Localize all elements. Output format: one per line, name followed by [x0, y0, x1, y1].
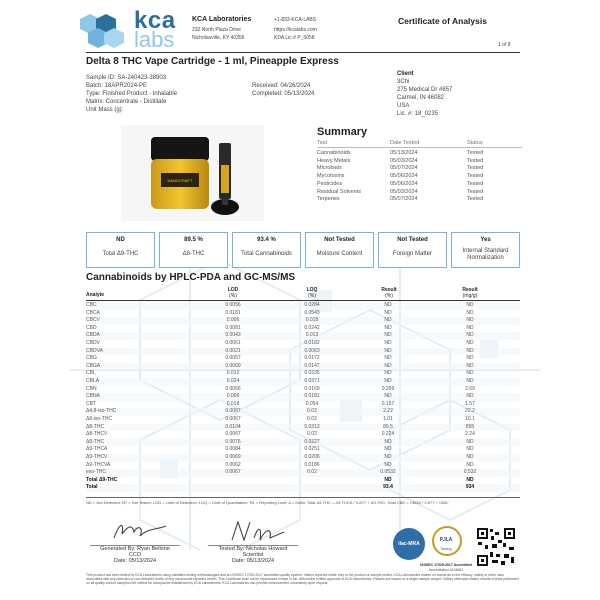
table-row — [86, 378, 520, 386]
col-loq-unit: (%) — [308, 293, 316, 299]
analyte-result-mg: ND — [466, 362, 474, 369]
summary-status: Tested — [467, 180, 484, 187]
summary-test: Pesticides — [317, 180, 343, 187]
sample-id: Sample ID: SA-240423-38903 — [86, 75, 167, 81]
analyte-name: CBNA — [86, 393, 100, 400]
table-row — [86, 332, 520, 340]
summary-header-test: Test — [317, 140, 328, 146]
table-row — [86, 317, 520, 325]
analyte-lod: 0.0043 — [225, 332, 241, 339]
analyte-name: Δ9-THCA — [86, 446, 108, 453]
analyte-lod: 0.0057 — [225, 355, 241, 362]
analyte-name: CBDV — [86, 340, 100, 346]
result-box-label: Foreign Matter — [392, 251, 432, 257]
summary-title: Summary — [317, 126, 368, 138]
analyte-lod: 0.0104 — [225, 423, 241, 430]
analyte-result-pct: ND — [384, 332, 392, 339]
result-box-label: Δ8-THC — [182, 251, 205, 257]
product-title: Delta 8 THC Vape Cartridge - 1 ml, Pineapple Express — [86, 56, 339, 67]
analyte-result-mg: ND — [466, 355, 474, 362]
client-heading: Client — [397, 71, 414, 77]
analyte-result-mg: ND — [466, 347, 474, 354]
signature-ryan-bellone — [110, 518, 170, 546]
summary-date: 05/03/2024 — [390, 188, 418, 195]
analyte-lod: 0.024 — [226, 378, 240, 384]
analyte-name: CBGA — [86, 362, 101, 369]
summary-date: 05/06/2024 — [390, 173, 418, 180]
analyte-lod: 0.0056 — [225, 385, 241, 392]
analyte-result-pct: ND — [384, 309, 392, 316]
result-box — [159, 232, 228, 268]
analyte-result-pct: ND — [384, 347, 392, 354]
ilac-mra-logo: ilac-MRA — [393, 528, 425, 560]
analyte-result-pct: ND — [384, 393, 392, 400]
analyte-lod: 0.0081 — [225, 324, 241, 331]
cannabinoids-title: Cannabinoids by HPLC-PDA and GC-MS/MS — [86, 272, 296, 283]
analyte-result-mg: ND — [466, 309, 474, 316]
client-name: 3Chi — [397, 79, 410, 85]
analyte-loq: 0.054 — [305, 400, 319, 407]
analyte-result-pct: 0.269 — [381, 385, 395, 392]
table-row — [86, 484, 520, 492]
summary-row — [317, 196, 522, 204]
analyte-lod: 0.0067 — [225, 408, 241, 415]
sample-type: Type: Finished Product - Inhalable — [86, 91, 178, 97]
analyte-loq: 0.013 — [305, 332, 319, 339]
col-loq — [297, 287, 327, 299]
generated-by: Generated By: Ryan Bellone — [100, 546, 170, 552]
analyte-result-mg: ND — [466, 454, 474, 460]
analyte-loq: 0.0206 — [304, 454, 320, 460]
analyte-lod: 0.0076 — [225, 438, 241, 445]
table-row — [86, 408, 520, 416]
analyte-result-pct: ND — [384, 340, 392, 346]
analyte-result-mg: 10.1 — [465, 416, 475, 422]
analyte-loq: 0.0251 — [304, 446, 320, 453]
product-photo — [121, 125, 264, 221]
table-row — [86, 363, 520, 371]
analyte-result-pct: ND — [384, 454, 392, 460]
received-date: Received: 04/26/2024 — [252, 83, 311, 89]
result-box-value: Not Tested — [324, 237, 355, 243]
table-row — [86, 310, 520, 318]
analyte-lod: 0.0069 — [225, 454, 241, 460]
analyte-result-mg: 2.69 — [465, 385, 475, 392]
lab-license: KDA Lic.# P_0058 — [274, 35, 315, 41]
analyte-result-mg: ND — [466, 332, 474, 339]
result-box-value: 93.4 % — [257, 237, 276, 243]
table-row — [86, 446, 520, 454]
analyte-name: CBD — [86, 324, 97, 331]
document-title: Certificate of Analysis — [398, 16, 487, 26]
analyte-name: CBL — [86, 370, 96, 377]
analyte-result-mg: ND — [466, 302, 474, 308]
generated-title: CCO — [128, 552, 142, 558]
analyte-lod: 0.0181 — [225, 309, 241, 316]
generated-by-block — [75, 546, 195, 564]
tested-by-block — [193, 546, 313, 564]
analyte-lod: 0.006 — [226, 317, 240, 324]
footnote: ND = Not Detected; NT = Not Tested; LOD = Limit of Detection; LOQ = Limit of Quantitation; RL = Reporting Limit; Δ = Delta; Total Δ9-THC = Δ9-THCA * 0.877 + Δ9-THC; Total CBD = CBDA * 0.877 + CBD; — [86, 500, 449, 505]
analyte-loq: 0.0543 — [304, 309, 320, 316]
kca-logo-cubes — [80, 12, 128, 50]
result-box-value: Yes — [480, 237, 491, 243]
analyte-result-pct: ND — [384, 461, 392, 468]
client-license: Lic. #: 18_0235 — [397, 111, 439, 117]
col-loq-label: LOQ — [306, 287, 318, 293]
analyte-loq: 0.0186 — [304, 461, 320, 468]
analyte-result-mg: 2.24 — [465, 431, 475, 438]
analyte-result-pct: 1.01 — [383, 416, 393, 422]
analyte-result-mg: 934 — [465, 484, 475, 491]
summary-status: Tested — [467, 150, 484, 156]
analyte-lod: 0.012 — [226, 370, 240, 377]
analyte-result-pct: ND — [384, 476, 392, 483]
analyte-name: CBN — [86, 385, 97, 392]
analyte-name: Δ8-THC — [86, 423, 105, 430]
pjla-logo: PJLA — [439, 537, 453, 543]
analyte-loq: 0.0242 — [304, 324, 320, 331]
generated-date: Date: 05/13/2024 — [113, 558, 157, 564]
result-box — [378, 232, 447, 268]
analyte-name: CBLA — [86, 378, 100, 384]
analyte-result-pct: 93.4 — [383, 484, 393, 491]
result-box-value: Not Tested — [397, 237, 428, 243]
analyte-lod: 0.0062 — [225, 461, 241, 468]
summary-date: 05/13/2024 — [390, 150, 418, 156]
analyte-result-pct: 89.5 — [383, 423, 393, 430]
table-row — [86, 393, 520, 401]
analyte-result-mg: ND — [466, 393, 474, 400]
analyte-lod: 0.0061 — [225, 340, 241, 346]
analyte-name: Δ9-THCV — [86, 454, 108, 460]
table-row — [86, 454, 520, 462]
analyte-loq: 0.0147 — [304, 362, 320, 369]
analyte-loq: 0.02 — [307, 408, 317, 415]
analyte-loq: 0.02 — [307, 416, 317, 422]
summary-status: Tested — [467, 173, 484, 180]
summary-test: Residual Solvents — [317, 188, 362, 195]
analyte-loq: 0.0182 — [304, 340, 320, 346]
summary-divider — [317, 147, 522, 148]
analyte-loq: 0.0312 — [304, 423, 320, 430]
col-result-pct — [374, 287, 404, 299]
matrix: Matrix: Concentrate - Distillate — [86, 99, 167, 105]
analyte-result-pct: 0.224 — [381, 431, 395, 438]
summary-status: Tested — [467, 196, 484, 203]
analyte-result-mg: ND — [466, 446, 474, 453]
analyte-lod: 0.018 — [226, 400, 240, 407]
page-number: 1 of 8 — [498, 42, 511, 48]
result-box-label: Moisture Content — [316, 251, 363, 257]
lab-address-line1: 232 North Plaza Drive — [192, 27, 241, 33]
result-box-value: ND — [116, 237, 125, 243]
analyte-result-mg: ND — [466, 317, 474, 324]
analyte-loq: 0.0172 — [304, 355, 320, 362]
disclaimer: This product has been tested by KCA Laboratories using validated testing methodologies and an ISO/IEC 17025:2017 accredited quality system. Values reported relate only to the product or sample tested. KCA Laboratories makes no claims as to the efficacy, safety or other risks associated with any detected or non-detected levels of any compounds reported herein. This Certificate shall not be reproduced except in full, without the written approval of KCA Laboratories. Results are based on a single sample weight. Unless otherwise stated, results of tests performed on all quality control samples met criteria for acceptance established by KCA Laboratories. KCA Laboratories can provide measurement uncertainty upon request. — [86, 573, 519, 586]
analyte-result-pct: ND — [384, 362, 392, 369]
client-address-line2: Carmel, IN 46082 — [397, 95, 445, 101]
logo-wordmark-top: kca — [134, 7, 176, 34]
analyte-name: CBCV — [86, 317, 100, 324]
table-row — [86, 386, 520, 394]
analyte-lod: 0.0069 — [225, 362, 241, 369]
col-result-pct-unit: (%) — [385, 293, 393, 299]
analyte-name: Δ4,8-iso-THC — [86, 408, 117, 415]
header-divider — [86, 52, 520, 53]
analyte-name: Δ9-THC — [86, 438, 105, 445]
analyte-name: CBG — [86, 355, 97, 362]
table-row — [86, 370, 520, 378]
jar-label: NANOCRAFT — [167, 178, 193, 183]
analyte-name: Total — [86, 484, 98, 491]
analyte-result-pct: ND — [384, 446, 392, 453]
analyte-lod: 0.006 — [226, 393, 240, 400]
col-analyte: Analyte — [86, 292, 105, 298]
analyte-result-pct: 0.0532 — [380, 469, 396, 476]
summary-test: Cannabinoids — [317, 150, 351, 156]
tested-by: Tested By: Nicholas Howard — [218, 546, 288, 552]
analyte-result-pct: ND — [384, 324, 392, 331]
col-result-pct-label: Result — [381, 287, 397, 293]
table-header-divider — [86, 300, 520, 301]
analyte-lod: 0.0056 — [225, 302, 241, 308]
summary-status: Tested — [467, 165, 484, 172]
table-row — [86, 340, 520, 348]
iso-accreditation: ISO/IEC 17025:2017 Accredited — [420, 563, 472, 567]
col-result-mg-label: Result — [462, 287, 478, 293]
col-result-mg-unit: (mg/g) — [462, 293, 478, 299]
analyte-name: CBC — [86, 302, 97, 308]
summary-date: 05/06/2024 — [390, 180, 418, 187]
analyte-result-pct: ND — [384, 317, 392, 324]
table-row — [86, 424, 520, 432]
qr-code[interactable] — [476, 527, 516, 567]
analyte-result-pct: 0.157 — [381, 400, 395, 407]
analyte-loq: 0.02 — [307, 431, 317, 438]
signature-nicholas-howard — [228, 518, 288, 546]
analyte-lod: 0.0067 — [225, 431, 241, 438]
analyte-name: CBT — [86, 400, 96, 407]
analyte-lod: 0.0067 — [225, 416, 241, 422]
lab-website[interactable]: https://kcalabs.com — [274, 27, 317, 33]
analyte-loq: 0.0335 — [304, 370, 320, 377]
analyte-lod: 0.0021 — [225, 347, 241, 354]
lab-address-line2: Nicholasville, KY 40356 — [192, 35, 245, 41]
summary-status: Tested — [467, 157, 484, 164]
analyte-loq: 0.0227 — [304, 438, 320, 445]
analyte-name: Δ9-THCVA — [86, 461, 111, 468]
client-country: USA — [397, 103, 410, 109]
summary-date: 05/03/2024 — [390, 157, 418, 164]
analyte-name: Δ8-THCV — [86, 431, 108, 438]
result-box-value: 89.5 % — [184, 237, 203, 243]
result-box-label: Internal Standard Normalization — [462, 248, 509, 261]
result-box — [232, 232, 301, 268]
logo-wordmark-bottom: labs — [134, 27, 175, 52]
analyte-result-pct: ND — [384, 370, 392, 377]
table-row — [86, 348, 520, 356]
analyte-name: CBDA — [86, 332, 100, 339]
analyte-result-pct: ND — [384, 378, 392, 384]
table-row — [86, 355, 520, 363]
accreditation-number: Accreditation #108651 — [428, 568, 464, 572]
analyte-result-mg: ND — [466, 476, 474, 483]
table-row — [86, 325, 520, 333]
result-box-label: Total Δ9-THC — [102, 251, 139, 257]
analyte-loq: 0.018 — [305, 317, 319, 324]
summary-date: 05/07/2024 — [390, 196, 418, 203]
summary-header-date: Date Tested — [390, 140, 420, 146]
completed-date: Completed: 05/13/2024 — [252, 91, 315, 97]
analyte-loq: 0.0063 — [304, 347, 320, 354]
table-row — [86, 431, 520, 439]
summary-header-status: Status — [467, 140, 483, 146]
analyte-result-mg: ND — [466, 340, 474, 346]
tested-date: Date: 05/13/2024 — [231, 558, 275, 564]
summary-test: Microbials — [317, 165, 342, 172]
analyte-result-mg: ND — [466, 461, 474, 468]
summary-test: Mycotoxins — [317, 173, 345, 180]
col-lod-label: LOD — [227, 287, 239, 293]
batch: Batch: 18APR2024-PE — [86, 83, 148, 89]
analyte-result-mg: ND — [466, 324, 474, 331]
result-box-label: Total Cannabinoids — [240, 251, 293, 257]
table-row — [86, 416, 520, 424]
analyte-name: Δ8-iso-THC — [86, 416, 113, 422]
analyte-result-mg: ND — [466, 378, 474, 384]
analyte-result-mg: 22.2 — [465, 408, 475, 415]
table-row — [86, 477, 520, 485]
analyte-name: CBDVA — [86, 347, 103, 354]
client-address-line1: 275 Medical Dr #857 — [397, 87, 453, 93]
lab-phone: +1-833-KCA-LABS — [274, 17, 317, 23]
analyte-lod: 0.0067 — [225, 469, 241, 476]
analyte-loq: 0.0371 — [304, 378, 320, 384]
tested-title: Scientist — [242, 552, 264, 558]
analyte-name: CBCA — [86, 309, 100, 316]
analyte-result-pct: ND — [384, 438, 392, 445]
table-row — [86, 439, 520, 447]
product-photo-art — [121, 125, 264, 221]
table-footer-divider — [86, 497, 520, 498]
table-row — [86, 469, 520, 477]
summary-test: Heavy Metals — [317, 157, 351, 164]
analyte-name: Total Δ9-THC — [86, 476, 118, 483]
analyte-result-mg: 895 — [465, 423, 475, 430]
table-row — [86, 302, 520, 310]
analyte-loq: 0.02 — [307, 469, 317, 476]
analyte-name: exo-THC — [86, 469, 107, 476]
analyte-result-mg: 0.532 — [463, 469, 477, 476]
analyte-result-mg: ND — [466, 438, 474, 445]
analyte-loq: 0.0284 — [304, 302, 320, 308]
unit-mass: Unit Mass (g): — [86, 107, 124, 113]
analyte-result-mg: 1.57 — [465, 400, 475, 407]
analyte-result-pct: ND — [384, 355, 392, 362]
col-lod — [218, 287, 248, 299]
analyte-lod: 0.0084 — [225, 446, 241, 453]
summary-test: Terpenes — [317, 196, 340, 203]
summary-date: 05/07/2024 — [390, 165, 418, 172]
result-box — [451, 232, 520, 268]
table-row — [86, 401, 520, 409]
col-result-mg — [455, 287, 485, 299]
summary-status: Tested — [467, 188, 484, 195]
result-box — [86, 232, 155, 268]
col-lod-unit: (%) — [229, 293, 237, 299]
analyte-loq: 0.0169 — [304, 385, 320, 392]
analyte-loq: 0.0181 — [304, 393, 320, 400]
pjla-testing: Testing — [440, 547, 452, 551]
analyte-result-pct: ND — [384, 302, 392, 308]
analyte-result-pct: 2.22 — [383, 408, 393, 415]
analyte-result-mg: ND — [466, 370, 474, 377]
table-row — [86, 462, 520, 470]
lab-name: KCA Laboratories — [192, 16, 252, 23]
result-box — [305, 232, 374, 268]
